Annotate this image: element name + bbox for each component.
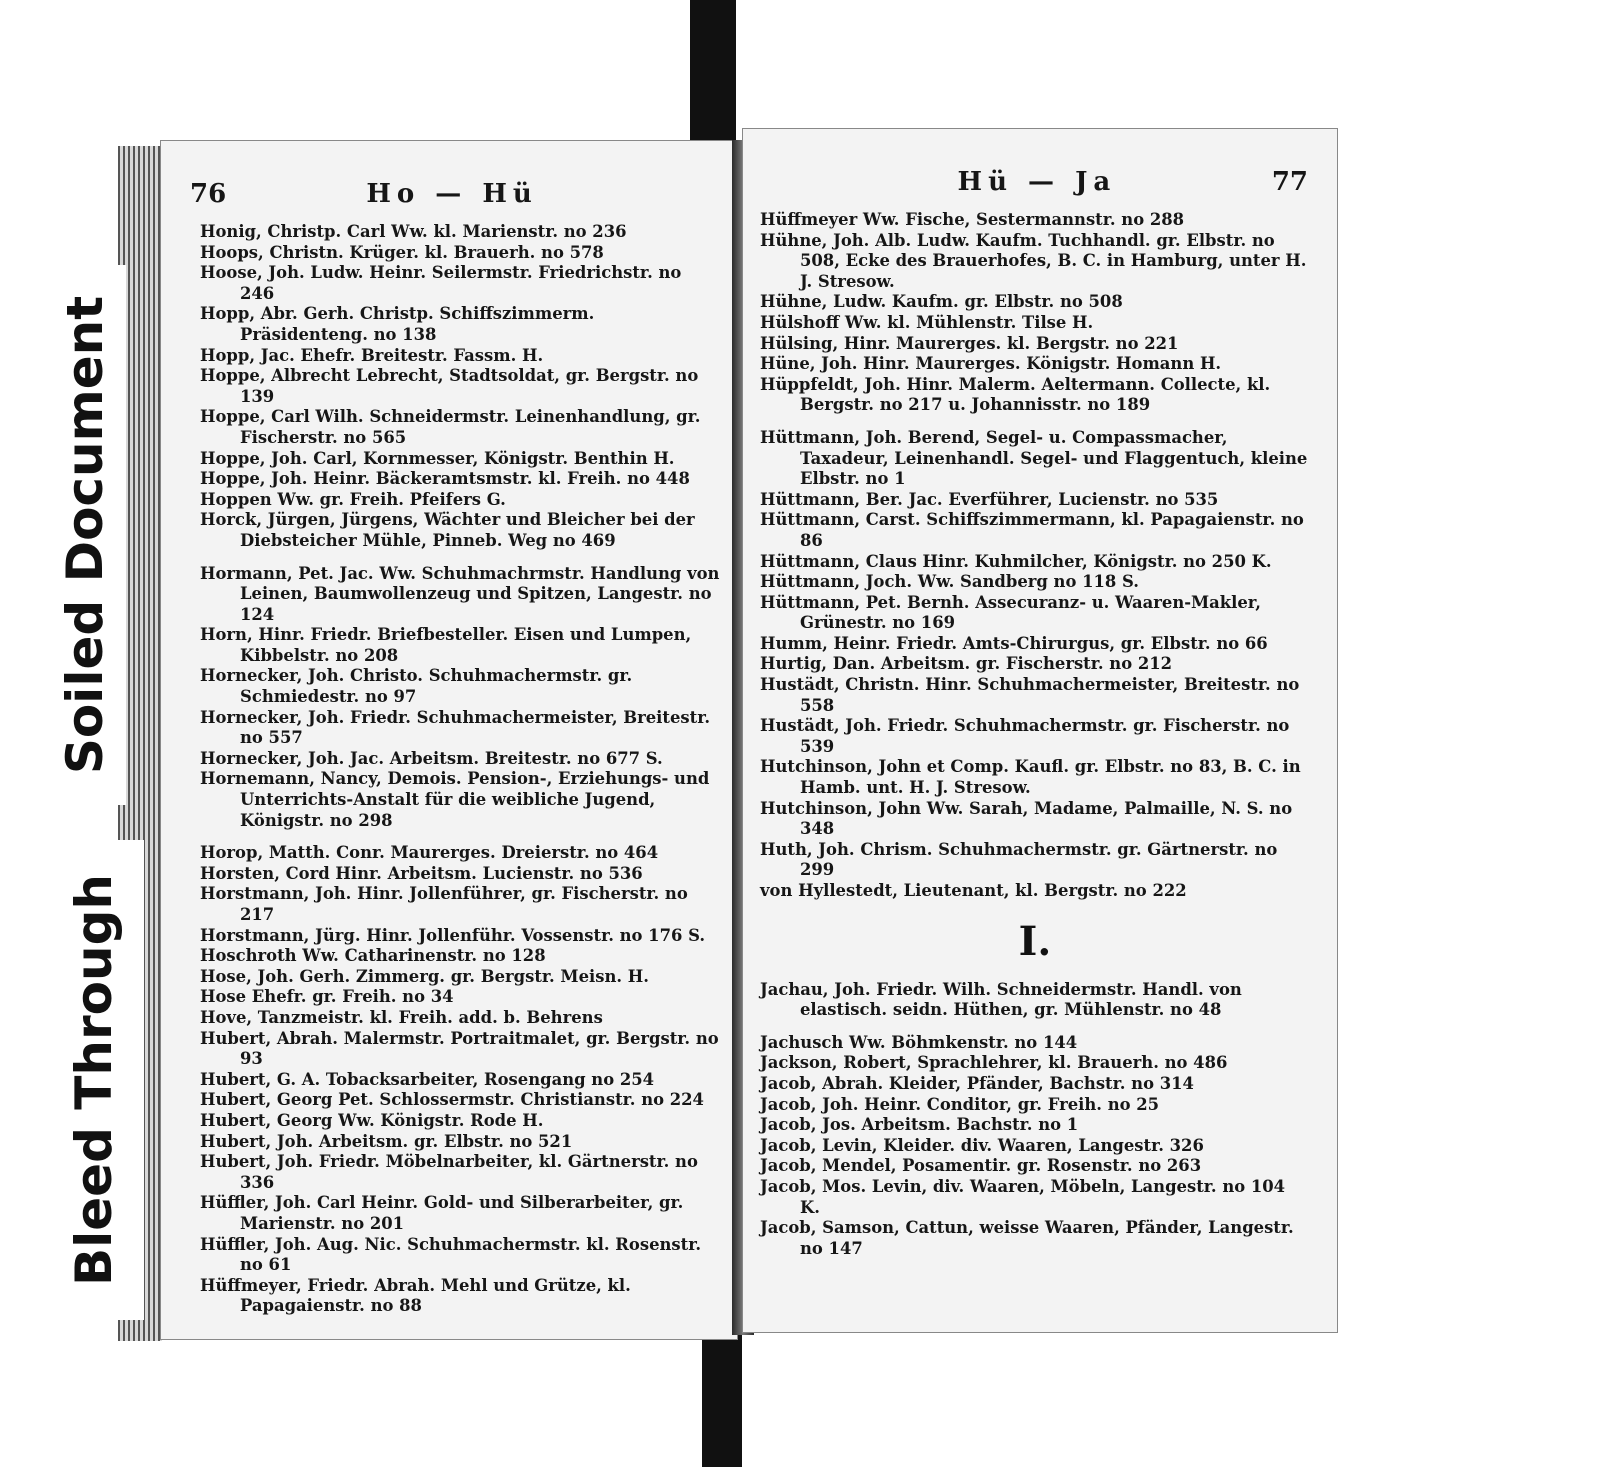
binding-strip-top [690,0,736,150]
page-number: 77 [1271,167,1308,197]
directory-entry: Hüffler, Joh. Carl Heinr. Gold- und Silberarbeiter, gr. Marienstr. no 201 [200,1193,684,1233]
directory-entry: Hoose, Joh. Ludw. Heinr. Seilermstr. Friedrichstr. no 246 [200,263,682,303]
directory-entry: Hoops, Christn. Krüger. kl. Brauerh. no 578 [200,242,604,262]
left-page-header [190,174,708,214]
left-entry-list [200,222,720,1317]
directory-entry: Hoppe, Joh. Carl, Kornmesser, Königstr. Benthin H. [200,448,675,468]
directory-entry: Hüttmann, Carst. Schiffszimmermann, kl. Papagaienstr. no 86 [760,510,1304,550]
directory-entry: Hüttmann, Claus Hinr. Kuhmilcher, Königstr. no 250 K. [760,551,1272,571]
directory-entry: Hustädt, Joh. Friedr. Schuhmachermstr. gr. Fischerstr. no 539 [760,716,1290,756]
directory-entry: Hubert, Joh. Arbeitsm. gr. Elbstr. no 521 [200,1131,573,1151]
directory-entry: Jacob, Mos. Levin, div. Waaren, Möbeln, Langestr. no 104 K. [760,1176,1286,1217]
directory-entry: Hormann, Pet. Jac. Ww. Schuhmachrmstr. Handlung von Leinen, Baumwollenzeug und Spitzen, Langestr. no 124 [200,563,720,624]
directory-entry: Horop, Matth. Conr. Maurerges. Dreierstr. no 464 [200,843,659,863]
directory-entry: Hüffler, Joh. Aug. Nic. Schuhmachermstr. kl. Rosenstr. no 61 [200,1234,702,1275]
directory-entry: Jacob, Samson, Cattun, weisse Waaren, Pfänder, Langestr. no 147 [760,1218,1294,1258]
directory-entry: Hornecker, Joh. Christo. Schuhmachermstr. gr. Schmiedestr. no 97 [200,666,633,707]
directory-entry: Hoppe, Joh. Heinr. Bäckeramtsmstr. kl. Freih. no 448 [200,469,690,489]
directory-entry: Hornemann, Nancy, Demois. Pension-, Erziehungs- und Unterrichts-Anstalt für die weibliche Jugend, Königstr. no 298 [200,769,710,830]
directory-entry: Hülsing, Hinr. Maurerges. kl. Bergstr. no 221 [760,333,1179,353]
directory-entry: Hüffmeyer Ww. Fische, Sestermannstr. no 288 [760,210,1185,229]
right-page [742,128,1338,1333]
directory-entry: Hubert, Abrah. Malermstr. Portraitmalet, gr. Bergstr. no 93 [200,1028,719,1069]
directory-entry: Hurtig, Dan. Arbeitsm. gr. Fischerstr. no 212 [760,654,1173,674]
directory-entry: Hopp, Jac. Ehefr. Breitestr. Fassm. H. [200,345,544,365]
bleed-through-label [44,840,144,1320]
directory-entry: Jacob, Abrah. Kleider, Pfänder, Bachstr. no 314 [760,1073,1194,1093]
directory-entry: Hüttmann, Joh. Berend, Segel- u. Compassmacher, Taxadeur, Leinenhandl. Segel- und Flaggentuch, kleine Elbstr. no 1 [760,427,1308,489]
directory-entry: Jachusch Ww. Böhmkenstr. no 144 [760,1032,1078,1052]
right-entry-list [760,210,1310,1259]
directory-entry: Honig, Christp. Carl Ww. kl. Marienstr. no 236 [200,222,627,241]
directory-entry: Horck, Jürgen, Jürgens, Wächter und Bleicher bei der Diebsteicher Mühle, Pinneb. Weg no 469 [200,510,695,550]
directory-entry: Hose, Joh. Gerh. Zimmerg. gr. Bergstr. Meisn. H. [200,966,649,986]
directory-entry: Jackson, Robert, Sprachlehrer, kl. Brauerh. no 486 [760,1053,1228,1073]
directory-entry: Horsten, Cord Hinr. Arbeitsm. Lucienstr. no 536 [200,863,643,883]
directory-entry: Hubert, Georg Pet. Schlossermstr. Christianstr. no 224 [200,1090,704,1110]
directory-entry: Hüttmann, Pet. Bernh. Assecuranz- u. Waaren-Makler, Grünestr. no 169 [760,592,1261,633]
running-headword: Hü — Ja [957,167,1117,197]
directory-entry: Hüppfeldt, Joh. Hinr. Malerm. Aeltermann. Collecte, kl. Bergstr. no 217 u. Johannisstr. no 189 [760,374,1271,415]
directory-entry: Hoppen Ww. gr. Freih. Pfeifers G. [200,489,506,509]
section-letter: I. [1018,917,1052,965]
directory-entry: Hubert, Georg Ww. Königstr. Rode H. [200,1110,544,1130]
running-headword: Ho — Hü [366,179,538,209]
directory-entry: von Hyllestedt, Lieutenant, kl. Bergstr. no 222 [760,881,1187,900]
directory-entry: Hutchinson, John Ww. Sarah, Madame, Palmaille, N. S. no 348 [760,798,1293,839]
directory-entry: Hove, Tanzmeistr. kl. Freih. add. b. Behrens [200,1007,603,1027]
directory-entry: Hüttmann, Ber. Jac. Everführer, Lucienstr. no 535 [760,489,1219,509]
directory-entry: Hüffmeyer, Friedr. Abrah. Mehl und Grütze, kl. Papagaienstr. no 88 [200,1275,631,1316]
soiled-document-text: Soiled Document [56,295,115,775]
directory-entry: Hornecker, Joh. Friedr. Schuhmachermeister, Breitestr. no 557 [200,707,711,748]
directory-entry: Jacob, Joh. Heinr. Conditor, gr. Freih. no 25 [760,1094,1160,1114]
directory-entry: Hutchinson, John et Comp. Kaufl. gr. Elbstr. no 83, B. C. in Hamb. unt. H. J. Stresow. [760,757,1301,798]
directory-entry: Horstmann, Joh. Hinr. Jollenführer, gr. Fischerstr. no 217 [200,884,688,924]
directory-entry: Hühne, Ludw. Kaufm. gr. Elbstr. no 508 [760,292,1123,312]
directory-entry: Hoppe, Albrecht Lebrecht, Stadtsoldat, gr. Bergstr. no 139 [200,366,699,406]
directory-entry: Hopp, Abr. Gerh. Christp. Schiffszimmerm. Präsidenteng. no 138 [200,304,595,344]
directory-entry: Humm, Heinr. Friedr. Amts-Chirurgus, gr. Elbstr. no 66 [760,633,1268,653]
soiled-document-label [44,265,126,805]
directory-entry: Hoppe, Carl Wilh. Schneidermstr. Leinenhandlung, gr. Fischerstr. no 565 [200,407,701,447]
directory-entry: Jacob, Mendel, Posamentir. gr. Rosenstr. no 263 [760,1156,1202,1176]
directory-entry: Hubert, Joh. Friedr. Möbelnarbeiter, kl. Gärtnerstr. no 336 [200,1152,698,1192]
directory-entry: Hüttmann, Joch. Ww. Sandberg no 118 S. [760,572,1139,592]
directory-entry: Huth, Joh. Chrism. Schuhmachermstr. gr. Gärtnerstr. no 299 [760,839,1278,880]
directory-entry: Hülshoff Ww. kl. Mühlenstr. Tilse H. [760,312,1094,332]
directory-entry: Hustädt, Christn. Hinr. Schuhmachermeister, Breitestr. no 558 [760,675,1300,715]
page-number: 76 [190,179,227,209]
left-page [160,140,738,1340]
directory-entry: Jacob, Jos. Arbeitsm. Bachstr. no 1 [760,1115,1079,1135]
right-page-header [772,162,1308,202]
directory-entry: Hüne, Joh. Hinr. Maurerges. Königstr. Homann H. [760,354,1222,374]
directory-entry: Hoschroth Ww. Catharinenstr. no 128 [200,946,546,966]
directory-entry: Hornecker, Joh. Jac. Arbeitsm. Breitestr. no 677 S. [200,748,663,768]
directory-entry: Horn, Hinr. Friedr. Briefbesteller. Eisen und Lumpen, Kibbelstr. no 208 [200,625,692,665]
directory-entry: Hubert, G. A. Tobacksarbeiter, Rosengang no 254 [200,1069,655,1089]
directory-entry: Hose Ehefr. gr. Freih. no 34 [200,987,454,1007]
directory-entry: Hühne, Joh. Alb. Ludw. Kaufm. Tuchhandl. gr. Elbstr. no 508, Ecke des Brauerhofes, B. C. in Hamburg, unter H. J. Stresow. [760,230,1307,291]
bleed-through-text: Bleed Through [65,874,123,1286]
directory-entry: Jachau, Joh. Friedr. Wilh. Schneidermstr. Handl. von elastisch. seidn. Hüthen, gr. Mühlenstr. no 48 [760,979,1242,1020]
directory-entry: Horstmann, Jürg. Hinr. Jollenführ. Vossenstr. no 176 S. [200,925,706,945]
directory-entry: Jacob, Levin, Kleider. div. Waaren, Langestr. 326 [760,1135,1204,1155]
